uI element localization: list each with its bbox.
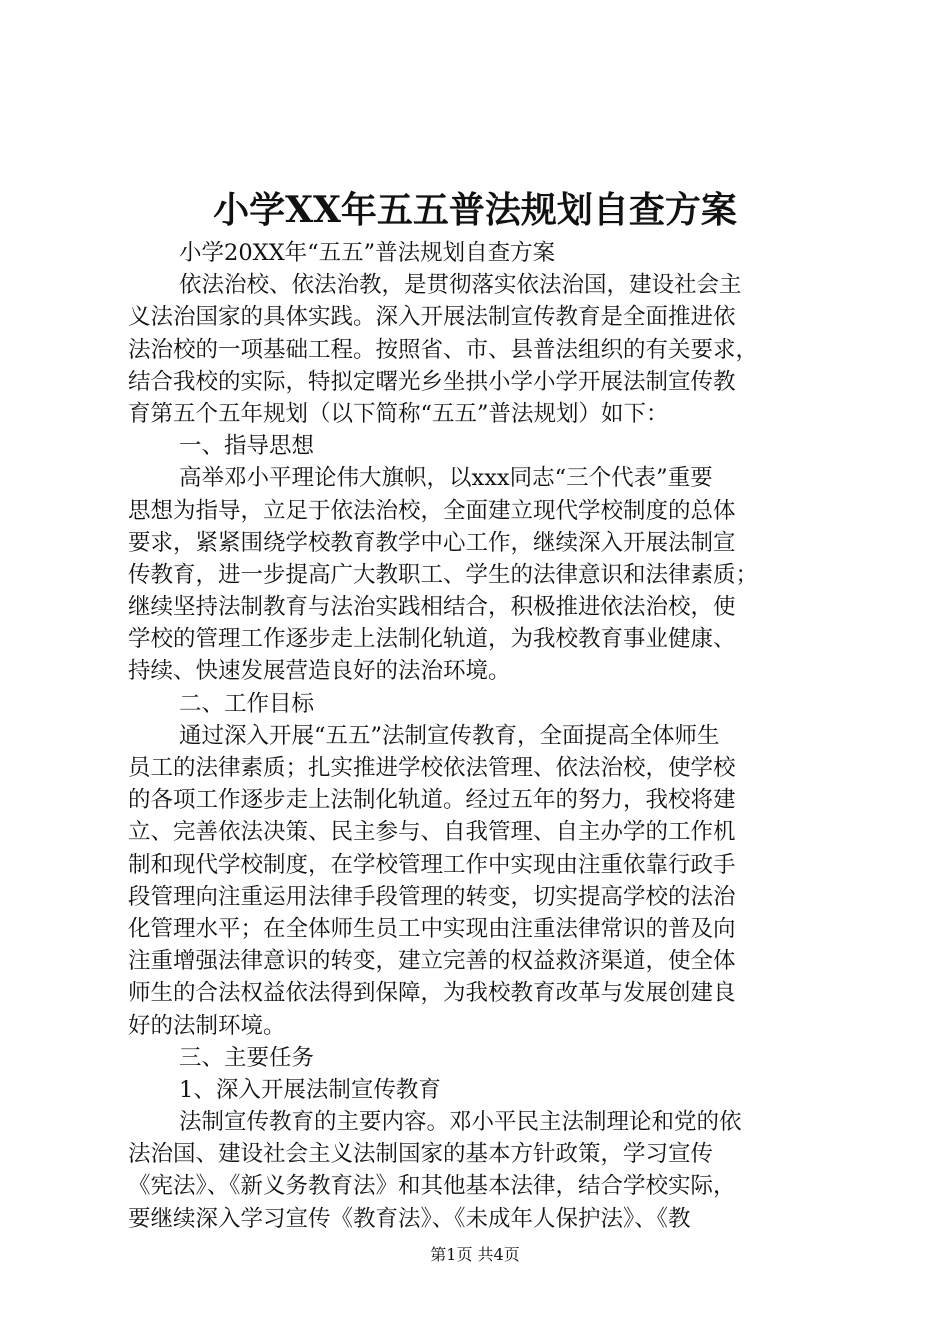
- body-line: 继续坚持法制教育与法治实践相结合，积极推进依法治校，使: [128, 594, 736, 621]
- body-line: 育第五个五年规划（以下简称“五五”普法规划）如下：: [128, 400, 669, 427]
- body-line: 段管理向注重运用法律手段管理的转变，切实提高学校的法治: [128, 883, 736, 910]
- body-line: 要求，紧紧围绕学校教育教学中心工作，继续深入开展法制宣: [128, 529, 736, 556]
- body-line: 思想为指导，立足于依法治校，全面建立现代学校制度的总体: [128, 497, 736, 524]
- body-line: 的各项工作逐步走上法制化轨道。经过五年的努力，我校将建: [128, 787, 736, 814]
- body-line: 通过深入开展“五五”法制宣传教育，全面提高全体师生: [179, 722, 720, 749]
- body-line: 法治校的一项基础工程。按照省、市、县普法组织的有关要求，: [128, 336, 759, 363]
- body-line: 高举邓小平理论伟大旗帜，以xxx同志“三个代表”重要: [179, 465, 713, 492]
- body-line: 小学20XX年“五五”普法规划自查方案: [179, 240, 556, 266]
- body-line: 员工的法律素质；扎实推进学校依法管理、依法治校，使学校: [128, 755, 736, 781]
- body-line: 注重增强法律意识的转变，建立完善的权益救济渠道，使全体: [128, 948, 736, 975]
- body-line: 《宪法》、《新义务教育法》和其他基本法律，结合学校实际，: [128, 1173, 736, 1200]
- page-footer: 第1页 共4页: [430, 1245, 520, 1264]
- body-line: 立、完善依法决策、民主参与、自我管理、自主办学的工作机: [128, 819, 736, 846]
- body-line: 1、深入开展法制宣传教育: [179, 1076, 441, 1103]
- body-line: 依法治校、依法治教，是贯彻落实依法治国，建设社会主: [179, 272, 742, 299]
- body-line: 一、指导思想: [179, 433, 315, 460]
- body-line: 法治国、建设社会主义法制国家的基本方针政策，学习宣传: [128, 1141, 714, 1168]
- body-line: 制和现代学校制度，在学校管理工作中实现由注重依靠行政手: [128, 851, 736, 878]
- body-line: 师生的合法权益依法得到保障，为我校教育改革与发展创建良: [128, 980, 736, 1007]
- body-line: 法制宣传教育的主要内容。邓小平民主法制理论和党的依: [179, 1109, 742, 1136]
- document-title: 小学XX年五五普法规划自查方案: [213, 189, 737, 231]
- body-line: 要继续深入学习宣传《教育法》、《未成年人保护法》、《教: [128, 1205, 691, 1232]
- body-line: 传教育，进一步提高广大教职工、学生的法律意识和法律素质；: [128, 561, 759, 588]
- body-line: 义法治国家的具体实践。深入开展法制宣传教育是全面推进依: [128, 304, 736, 331]
- body-line: 二、工作目标: [179, 690, 315, 717]
- body-line: 三、主要任务: [179, 1044, 315, 1071]
- document-body: [128, 237, 828, 1235]
- body-line: 好的法制环境。: [128, 1012, 286, 1039]
- body-line: 化管理水平；在全体师生员工中实现由注重法律常识的普及向: [128, 915, 736, 942]
- body-line: 结合我校的实际，特拟定曙光乡坐拱小学小学开展法制宣传教: [128, 368, 736, 395]
- body-line: 学校的管理工作逐步走上法制化轨道，为我校教育事业健康、: [128, 626, 736, 653]
- body-line: 持续、快速发展营造良好的法治环境。: [128, 658, 511, 685]
